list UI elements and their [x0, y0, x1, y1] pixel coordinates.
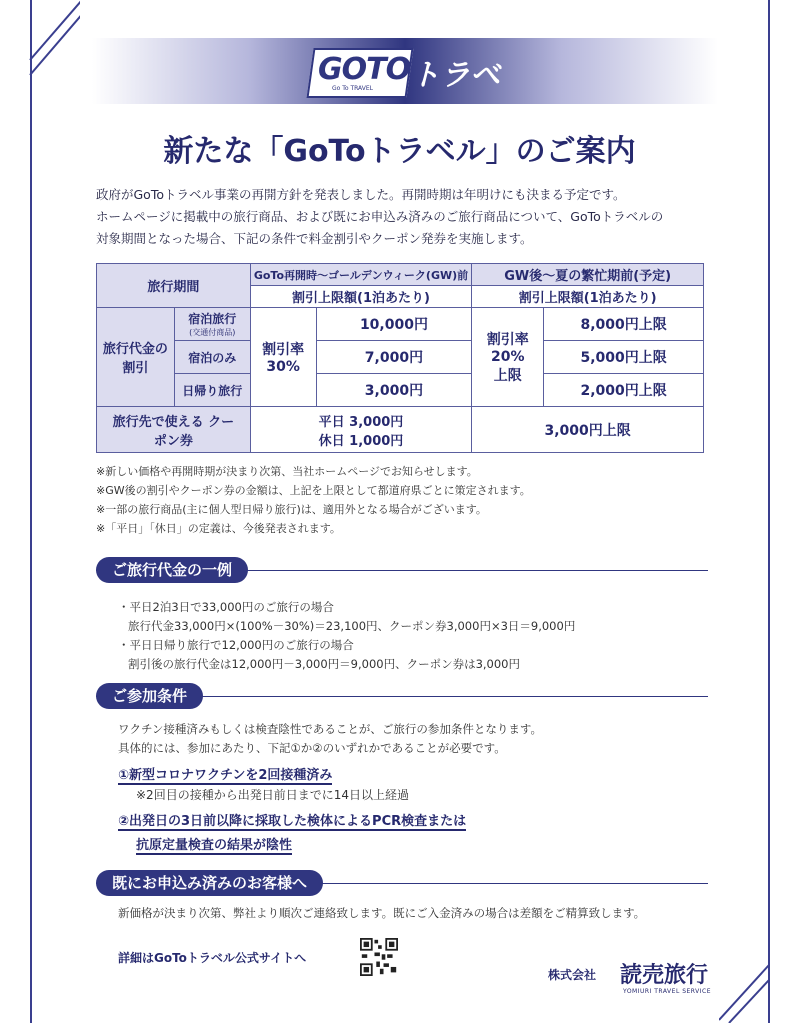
rate2-cell: 割引率 20% 上限 [472, 308, 544, 407]
intro-line: 政府がGoToトラベル事業の再開方針を発表しました。再開時期は年明けにも決まる予定です。 [96, 187, 626, 202]
type-stay-only: 宿泊のみ [174, 341, 250, 374]
type-name: 宿泊旅行 [188, 312, 237, 326]
conditions-line: 具体的には、参加にあたり、下記①か②のいずれかであることが必要です。 [118, 741, 506, 755]
logo-goto-text: GOTO [318, 52, 411, 87]
existing-body: 新価格が決まり次第、弊社より順次ご連絡致します。既にご入金済みの場合は差額をご精算致します。 [118, 906, 646, 920]
period-header: 旅行期間 [97, 264, 251, 308]
condition-item-2-cont-text: 抗原定量検査の結果が陰性 [136, 838, 293, 853]
company-sub: YOMIURI TRAVEL SERVICE [623, 988, 711, 995]
conditions-section-title: ご参加条件 [96, 683, 203, 709]
example-section-title: ご旅行代金の一例 [96, 557, 248, 583]
goto-travel-logo [310, 44, 500, 137]
amount1-day-trip: 3,000円 [316, 374, 472, 407]
example-body [118, 598, 575, 674]
coupon1-cell [250, 407, 472, 453]
type-day-trip: 日帰り旅行 [174, 374, 250, 407]
condition-item-2-cont [136, 834, 292, 853]
existing-section-title: 既にお申込み済みのお客様へ [96, 870, 323, 896]
note: ※一部の旅行商品(主に個人型日帰り旅行)は、適用外となる場合がございます。 [96, 503, 487, 516]
coupon1-weekday: 平日 3,000円 [318, 414, 404, 430]
coupon2-cell: 3,000円上限 [472, 407, 704, 453]
note: ※「平日」「休日」の定義は、今後発表されます。 [96, 522, 341, 535]
discount-row-header [97, 308, 175, 407]
condition-item-1-note: ※2回目の接種から出発日前日までに14日以上経過 [136, 788, 409, 802]
logo-travel-text: トラベル [410, 58, 500, 137]
company-name: 読売旅行 [620, 963, 709, 988]
intro-line: ホームページに掲載中の旅行商品、および既にお申込み済みのご旅行商品について、GoToトラベルの [96, 209, 664, 224]
amount1-stay-only: 7,000円 [316, 341, 472, 374]
conditions-body [118, 720, 542, 758]
condition-item-2 [118, 810, 466, 829]
conditions-line: ワクチン接種済みもしくは検査陰性であることが、ご旅行の参加条件となります。 [118, 722, 543, 736]
period1-header: GoTo再開時～ゴールデンウィーク(GW)前 [250, 264, 472, 286]
notes-list [96, 462, 531, 538]
condition-item-2-text: ②出発日の3日前以降に採取した検体によるPCR検査または [118, 814, 467, 829]
condition-item-1 [118, 764, 332, 783]
example-line: 割引後の旅行代金は12,000円－3,000円＝9,000円、クーポン券は3,000円 [128, 657, 521, 671]
condition-item-1-text: ①新型コロナワクチンを2回接種済み [118, 768, 333, 783]
type-stay-travel [174, 308, 250, 341]
example-line: 旅行代金33,000円×(100%－30%)＝23,100円、クーポン券3,000円×3日＝9,000円 [128, 619, 576, 633]
limit2-header: 割引上限額(1泊あたり) [472, 286, 704, 308]
amount2-stay-travel: 8,000円上限 [544, 308, 704, 341]
company-prefix: 株式会社 [548, 968, 597, 982]
page-title: 新たな「GoToトラベル」のご案内 [163, 134, 636, 169]
limit1-header: 割引上限額(1泊あたり) [250, 286, 472, 308]
logo-sub-text: Go To TRAVEL [332, 85, 374, 92]
example-line: ・平日日帰り旅行で12,000円のご旅行の場合 [118, 638, 354, 652]
rate1-cell: 割引率 30% [250, 308, 316, 407]
discount-row-label: 旅行代金の割引 [102, 342, 168, 376]
qr-code-icon [360, 938, 398, 976]
period2-header: GW後～夏の繁忙期前(予定) [472, 264, 704, 286]
example-line: ・平日2泊3日で33,000円のご旅行の場合 [118, 600, 334, 614]
corner-stripes-bottom-right [719, 960, 799, 1023]
corner-stripes-top-left [0, 0, 80, 80]
intro-line: 対象期間となった場合、下記の条件で料金割引やクーポン発券を実施します。 [96, 231, 533, 246]
intro-text [96, 184, 716, 250]
coupon1-holiday: 休日 1,000円 [318, 433, 404, 449]
discount-table [96, 263, 704, 453]
type-sub: (交通付商品) [189, 328, 236, 337]
amount2-day-trip: 2,000円上限 [544, 374, 704, 407]
note: ※GW後の割引やクーポン券の金額は、上記を上限として都道府県ごとに策定されます。 [96, 484, 531, 497]
detail-link-text: 詳細はGoToトラベル公式サイトへ [118, 951, 307, 965]
coupon-header: 旅行先で使える クーポン券 [97, 407, 251, 453]
amount1-stay-travel: 10,000円 [316, 308, 472, 341]
note: ※新しい価格や再開時期が決まり次第、当社ホームページでお知らせします。 [96, 465, 478, 478]
amount2-stay-only: 5,000円上限 [544, 341, 704, 374]
